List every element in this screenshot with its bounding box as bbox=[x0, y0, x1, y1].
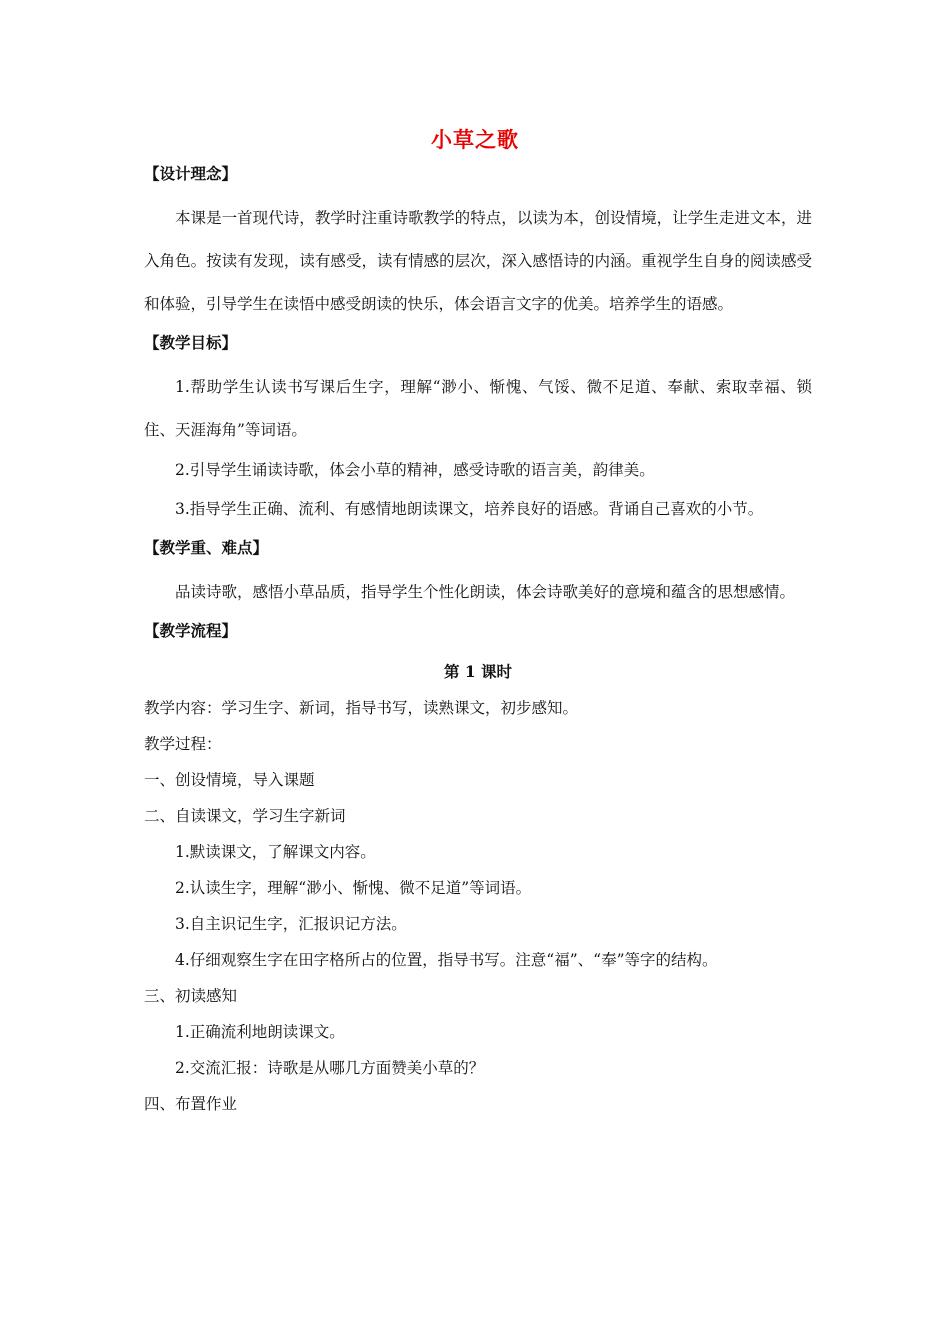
step-4: 四、布置作业 bbox=[144, 1095, 238, 1113]
goal-item-3: 3.指导学生正确、流利、有感情地朗读课文，培养良好的语感。背诵自己喜欢的小节。 bbox=[175, 500, 764, 518]
process-heading: 【教学流程】 bbox=[144, 621, 238, 640]
goal-item-2: 2.引导学生诵读诗歌，体会小草的精神，感受诗歌的语言美，韵律美。 bbox=[175, 461, 655, 479]
goal-item-1: 1.帮助学生认读书写课后生字，理解“渺小、惭愧、气馁、微不足道、奉献、索取幸福、锁住、天涯海角”等词语。 bbox=[144, 378, 812, 439]
design-heading: 【设计理念】 bbox=[144, 164, 238, 183]
lesson-title: 第 1 课时 bbox=[443, 662, 513, 681]
step-3: 三、初读感知 bbox=[144, 987, 238, 1005]
step-3-item-2: 2.交流汇报：诗歌是从哪几方面赞美小草的？ bbox=[175, 1059, 485, 1077]
teaching-process-line: 教学过程： bbox=[144, 735, 222, 753]
key-heading: 【教学重、难点】 bbox=[144, 538, 269, 557]
key-paragraph: 品读诗歌，感悟小草品质，指导学生个性化朗读，体会诗歌美好的意境和蕴含的思想感情。 bbox=[175, 583, 796, 601]
step-2-item-3: 3.自主识记生字，汇报识记方法。 bbox=[175, 915, 407, 933]
document-body bbox=[144, 161, 812, 1122]
teaching-content-line: 教学内容：学习生字、新词，指导书写，读熟课文，初步感知。 bbox=[144, 699, 579, 717]
step-2: 二、自读课文，学习生字新词 bbox=[144, 807, 346, 825]
step-3-item-1: 1.正确流利地朗读课文。 bbox=[175, 1023, 345, 1041]
goals-heading: 【教学目标】 bbox=[144, 333, 238, 352]
design-paragraph: 本课是一首现代诗，教学时注重诗歌教学的特点，以读为本，创设情境，让学生走进文本，进入角色。按读有发现，读有感受，读有情感的层次，深入感悟诗的内涵。重视学生自身的阅读感受和体验，引导学生在读悟中感受朗读的快乐，体会语言文字的优美。培养学生的语感。 bbox=[144, 209, 812, 313]
step-2-item-1: 1.默读课文，了解课文内容。 bbox=[175, 843, 376, 861]
step-2-item-2: 2.认读生字，理解“渺小、惭愧、微不足道”等词语。 bbox=[175, 879, 532, 897]
step-2-item-4: 4.仔细观察生字在田字格所占的位置，指导书写。注意“福”、“奉”等字的结构。 bbox=[175, 951, 718, 969]
document-title: 小草之歌 bbox=[431, 127, 519, 152]
step-1: 一、创设情境，导入课题 bbox=[144, 771, 315, 789]
